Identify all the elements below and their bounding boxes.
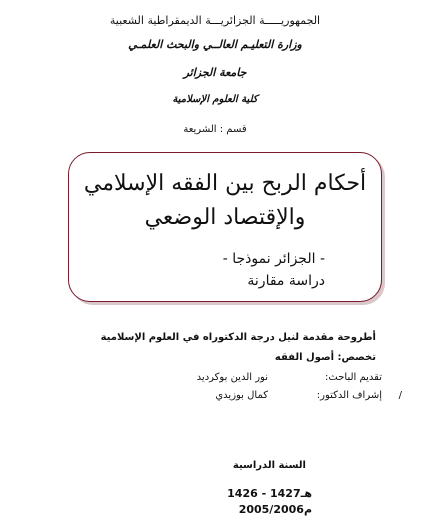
researcher-label: تقديم الباحث: (325, 372, 382, 383)
gregorian-year: 2005/2006م (238, 503, 312, 516)
title-frame (68, 152, 382, 302)
thesis-specialty: تخصص: أصول الفقه (274, 352, 376, 363)
department-heading: قسم : الشريعة (183, 124, 247, 135)
supervisor-label: إشراف الدكتور: (316, 390, 382, 401)
ministry-heading: وزارة التعليـم العالــي والبحث العلمـي (128, 38, 302, 51)
researcher-name: نور الدين بوكرديد (196, 372, 268, 383)
title-line-1: أحكام الربح بين الفقه الإسلامي (83, 171, 367, 196)
hijri-year: 1426 - 1427هـ (227, 487, 312, 500)
title-line-4: دراسة مقارنة (247, 273, 325, 289)
republic-heading: الجمهوريـــــة الجزائريـــة الديمقراطية الشعبية (109, 14, 321, 27)
title-line-2: والإقتصاد الوضعي (144, 205, 306, 230)
thesis-statement: أطروحة مقدمة لنيل درجة الدكتوراه في العلوم الإسلامية (100, 332, 376, 343)
academic-year-label: السنة الدراسية (232, 460, 306, 471)
faculty-heading: كلية العلوم الإسلامية (172, 94, 258, 105)
title-line-3: - الجزائر نموذجا - (222, 251, 325, 267)
supervisor-name: كمال بوزيدي (215, 390, 268, 401)
supervisor-slash: / (398, 390, 402, 401)
university-heading: جامعة الجزائر (183, 66, 247, 79)
